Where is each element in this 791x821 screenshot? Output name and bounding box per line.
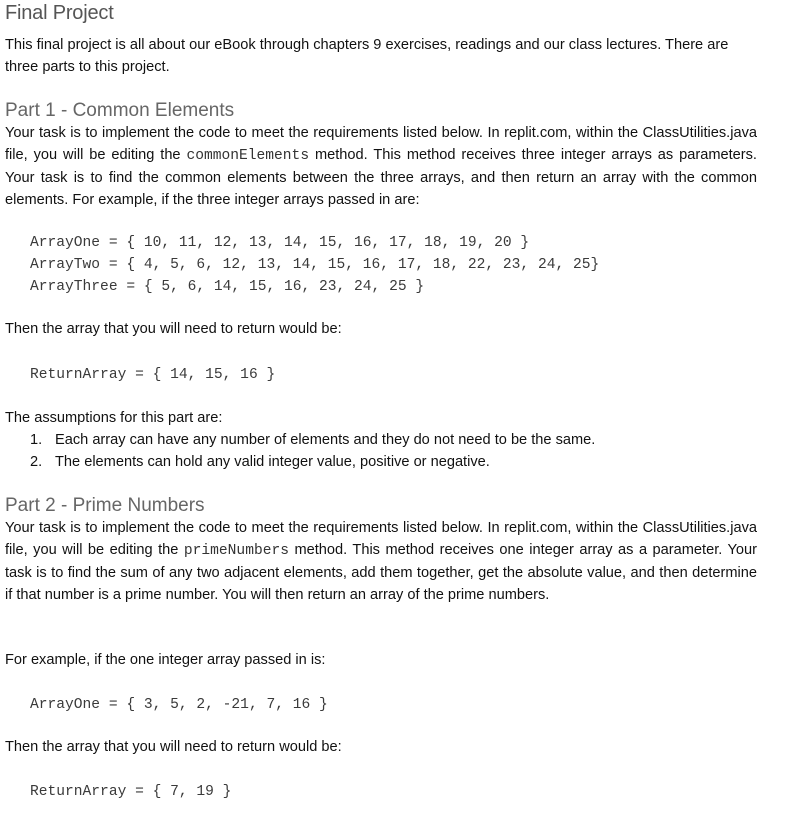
part2-heading: Part 2 - Prime Numbers — [5, 495, 205, 516]
part2-text-after: method. This method receives one integer array as a parameter. Your task is to find the sum of any two adjacent elements, add them together, get the absolute value, and then determine if that number is a prime number. You will then return an array of the prime numbers. — [5, 542, 757, 603]
part2-code-return: ReturnArray = { 7, 19 } — [30, 784, 232, 800]
part1-assumptions-text: The assumptions for this part are: — [5, 410, 223, 426]
part1-method-name: commonElements — [186, 148, 310, 164]
part1-description — [5, 122, 757, 211]
code-line-array-one: ArrayOne = { 10, 11, 12, 13, 14, 15, 16, 17, 18, 19, 20 } — [30, 235, 530, 251]
part2-method-name: primeNumbers — [183, 543, 289, 559]
page-title: Final Project — [5, 2, 114, 24]
part2-then-text: Then the array that you will need to return would be: — [5, 739, 342, 755]
part1-then-text: Then the array that you will need to return would be: — [5, 321, 342, 337]
part1-code-return: ReturnArray = { 14, 15, 16 } — [30, 367, 276, 383]
part1-assumptions-list — [5, 429, 595, 473]
list-item: 1. Each array can have any number of elements and they do not need to be the same. — [30, 432, 596, 448]
part2-code-array: ArrayOne = { 3, 5, 2, -21, 7, 16 } — [30, 697, 328, 713]
part2-example-text: For example, if the one integer array passed in is: — [5, 652, 326, 668]
part1-text-before: Your task is to implement the code to meet the requirements listed below. In replit.com, within the ClassUtilities.java file, you will be editing the — [5, 125, 757, 163]
list-item: 2. The elements can hold any valid integer value, positive or negative. — [30, 454, 490, 470]
code-line-array-two: ArrayTwo = { 4, 5, 6, 12, 13, 14, 15, 16, 17, 18, 22, 23, 24, 25} — [30, 257, 600, 273]
part2-description — [5, 517, 757, 606]
intro-paragraph: This final project is all about our eBook through chapters 9 exercises, readings and our class lectures. There are three parts to this project. — [5, 37, 729, 75]
part1-heading: Part 1 - Common Elements — [5, 100, 235, 121]
code-line-array-three: ArrayThree = { 5, 6, 14, 15, 16, 23, 24, 25 } — [30, 279, 425, 295]
part1-code-arrays — [30, 232, 599, 298]
part2-text-before: Your task is to implement the code to meet the requirements listed below. In replit.com, within the ClassUtilities.java file, you will be editing the — [5, 520, 757, 558]
part1-text-after: method. This method receives three integer arrays as parameters. Your task is to find the common elements between the three arrays, and then return an array with the common elements. For example, if the three integer arrays passed in are: — [5, 147, 757, 208]
